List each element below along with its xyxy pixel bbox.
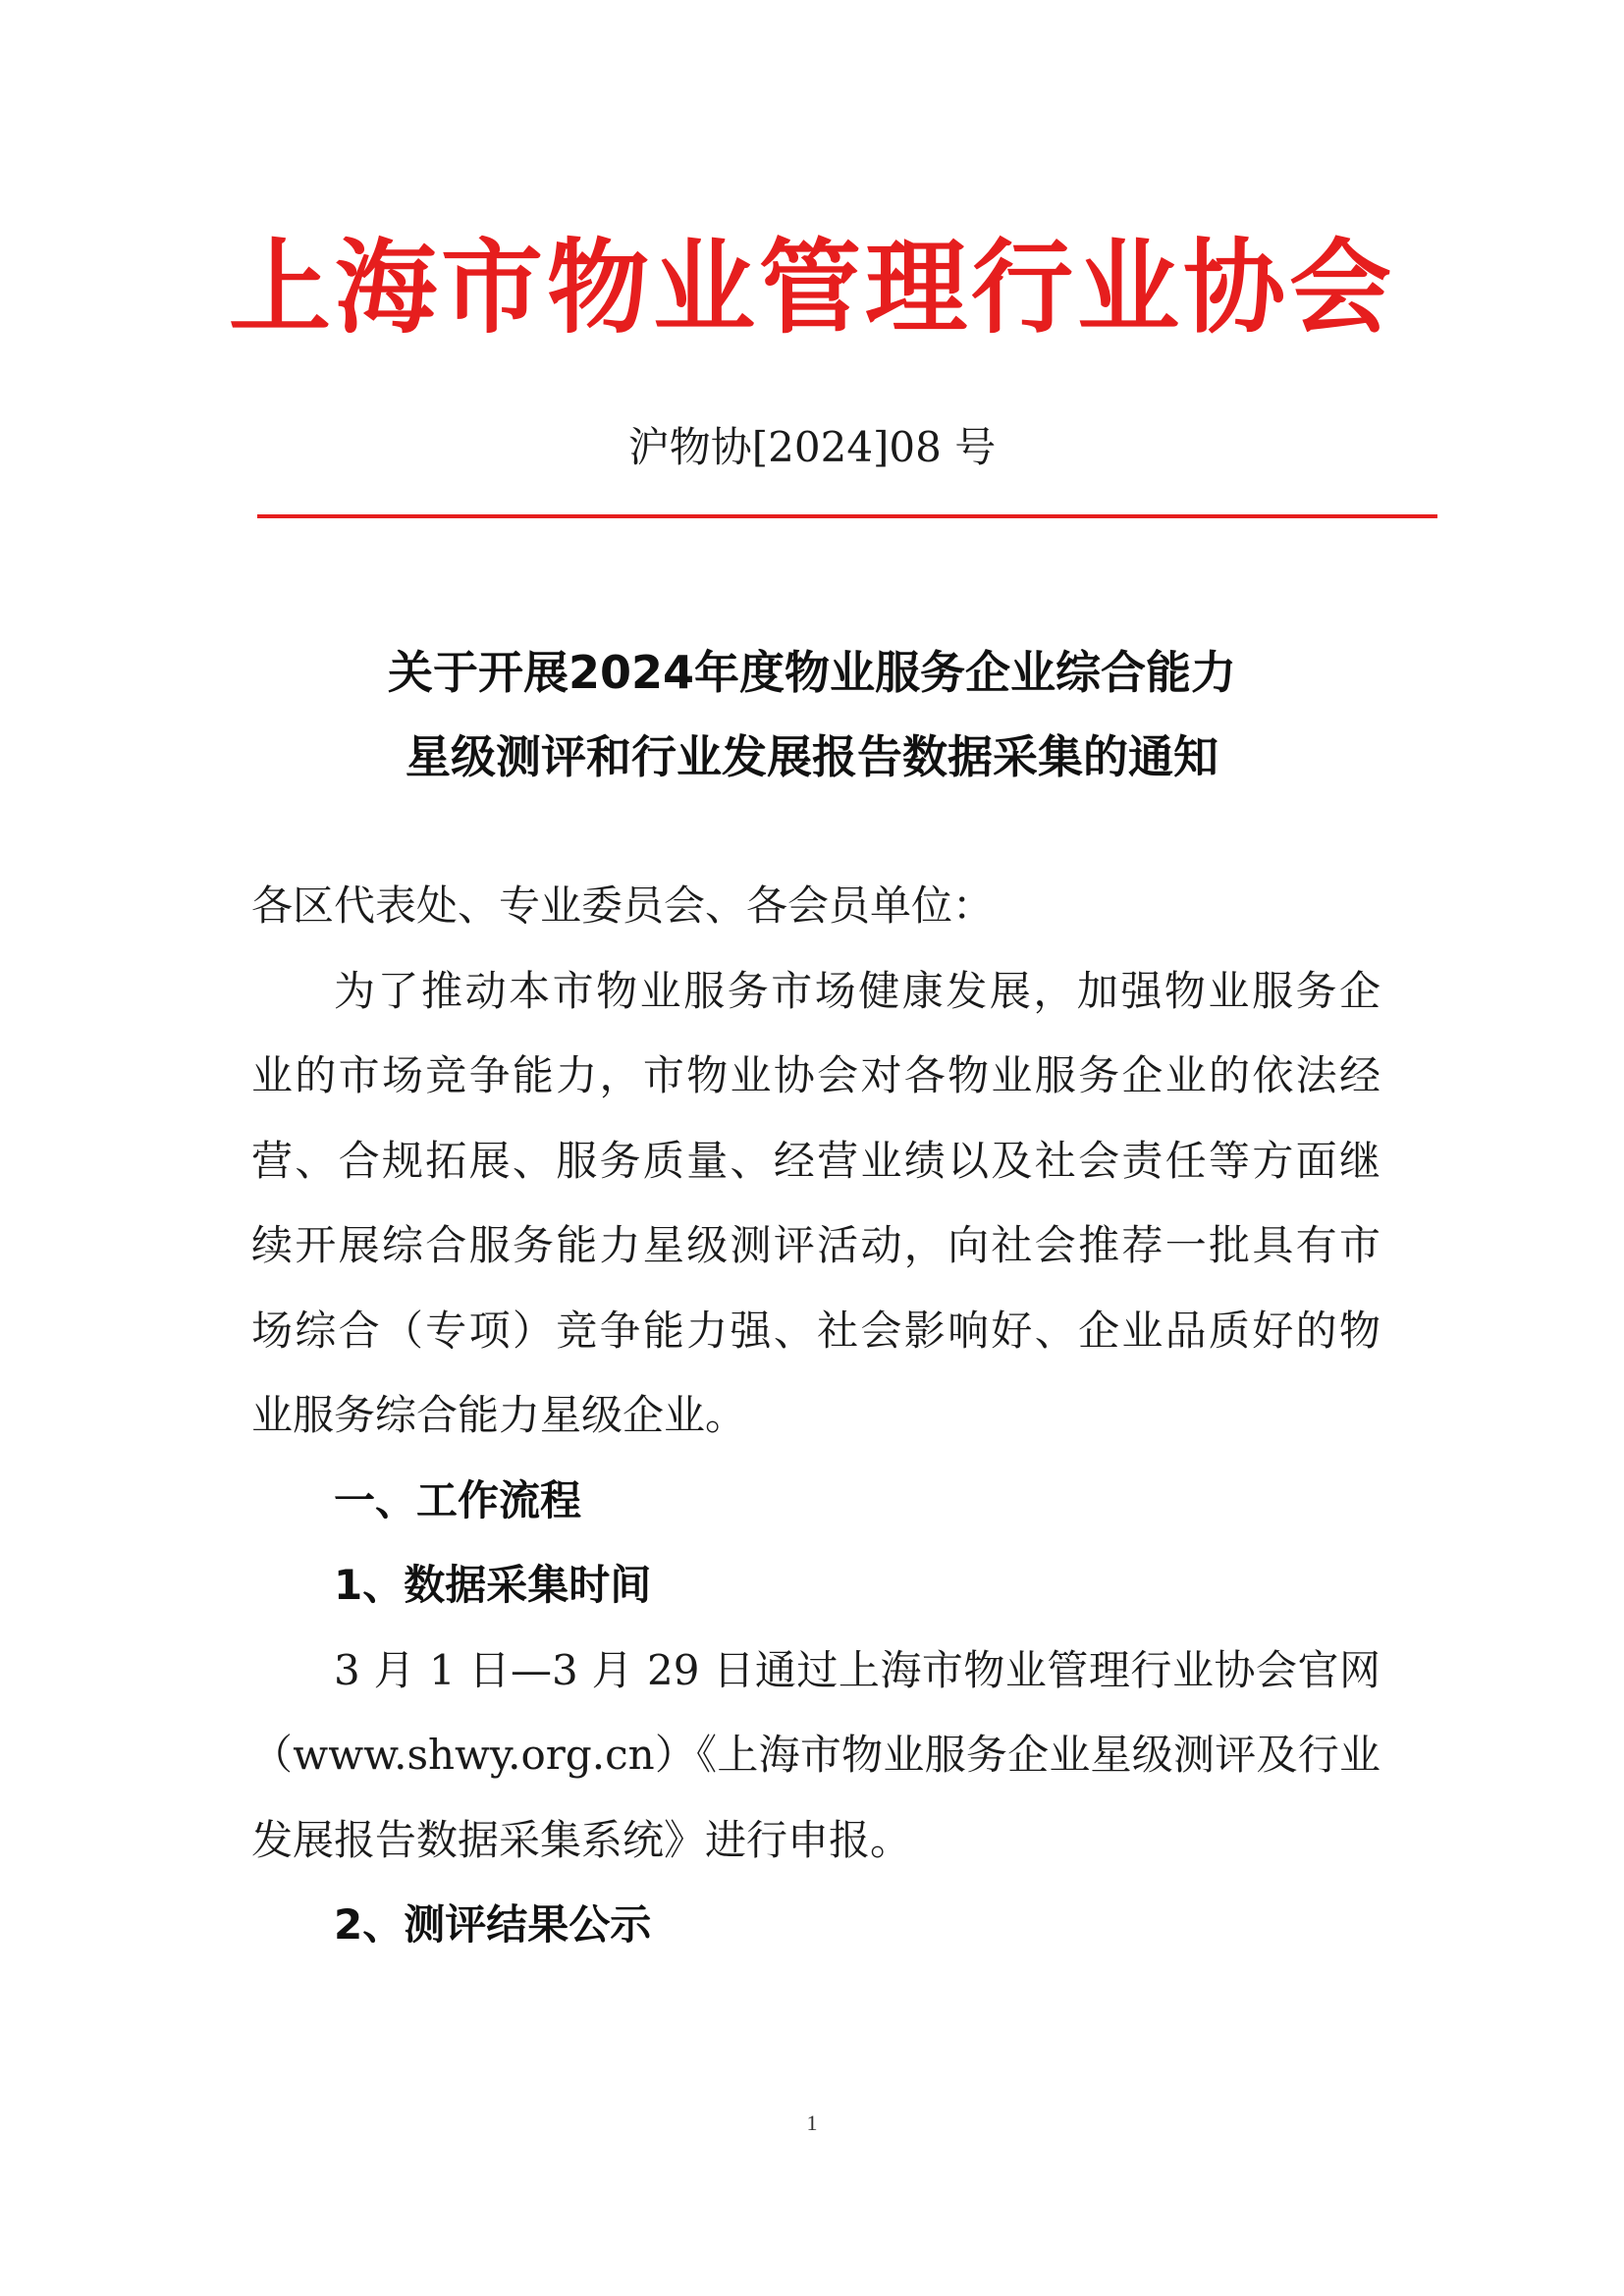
paragraph-line: 业服务综合能力星级企业。	[251, 1391, 747, 1439]
document-number: 沪物协[2024]08 号	[627, 423, 997, 471]
organization-letterhead-title: 上海市物业管理行业协会	[228, 228, 1395, 347]
subheading-data-collection-time: 1、数据采集时间	[334, 1561, 652, 1609]
salutation: 各区代表处、专业委员会、各会员单位：	[251, 881, 995, 930]
notice-body	[251, 864, 1380, 1968]
paragraph-line: 业的市场竞争能力，市物业协会对各物业服务企业的依法经	[251, 1051, 1380, 1099]
notice-title-line-1: 关于开展2024年度物业服务企业综合能力	[387, 646, 1237, 699]
paragraph-line: 营、合规拓展、服务质量、经营业绩以及社会责任等方面继	[251, 1136, 1380, 1185]
page-number: 1	[806, 2110, 818, 2135]
subheading-result-publicity: 2、测评结果公示	[334, 1900, 652, 1949]
paragraph-collection	[251, 1629, 1380, 1884]
section-heading-workflow: 一、工作流程	[334, 1475, 582, 1524]
paragraph-line: 续开展综合服务能力星级测评活动，向社会推荐一批具有市	[251, 1221, 1380, 1269]
paragraph-line: 发展报告数据采集系统》进行申报。	[251, 1815, 912, 1864]
paragraph-line: 3 月 1 日—3 月 29 日通过上海市物业管理行业协会官网	[334, 1645, 1380, 1694]
notice-title	[0, 630, 1624, 799]
paragraph-purpose	[251, 949, 1380, 1459]
red-divider-line	[257, 514, 1437, 518]
paragraph-line: 为了推动本市物业服务市场健康发展，加强物业服务企	[334, 966, 1380, 1015]
notice-title-line-2: 星级测评和行业发展报告数据采集的通知	[406, 730, 1218, 783]
paragraph-line: （www.shwy.org.cn）《上海市物业服务企业星级测评及行业	[251, 1731, 1380, 1779]
paragraph-line: 场综合（专项）竞争能力强、社会影响好、企业品质好的物	[251, 1306, 1380, 1355]
